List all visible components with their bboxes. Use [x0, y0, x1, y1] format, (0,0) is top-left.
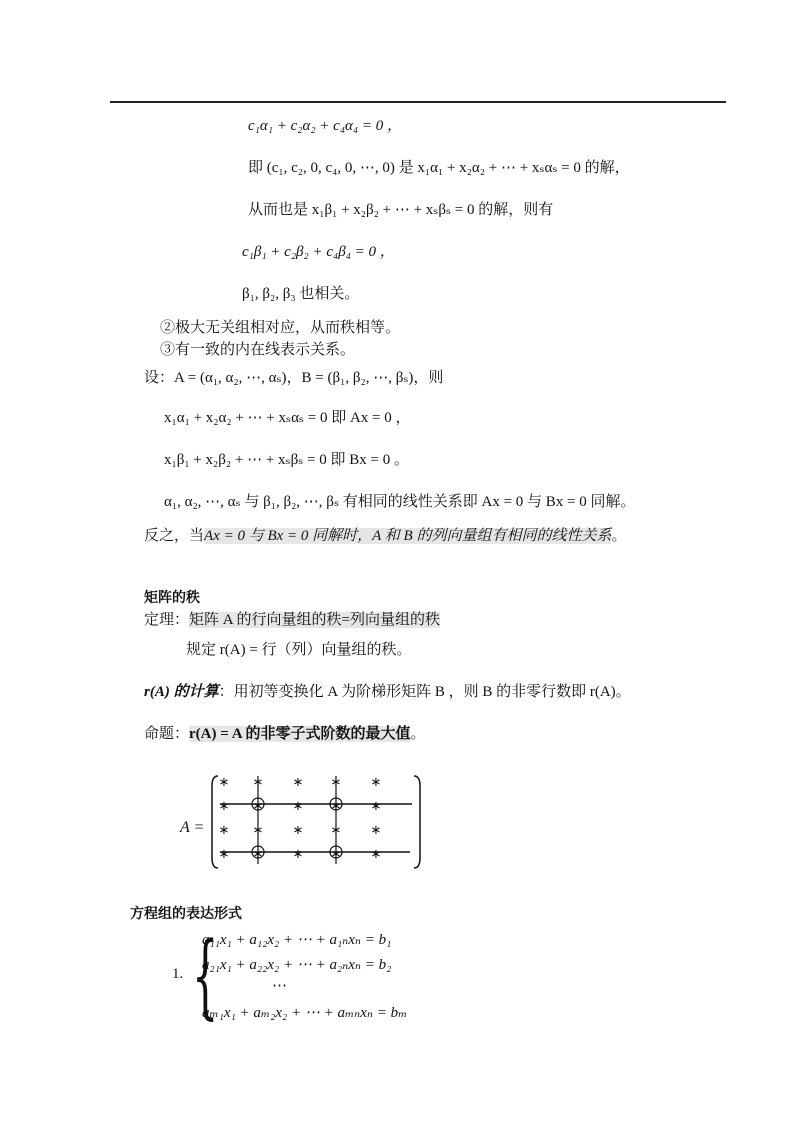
point-3: ③有一致的内在线表示关系。 [160, 342, 356, 358]
matrix-cell: ∗ [292, 823, 304, 838]
matrix-cell: ∗ [252, 799, 264, 814]
rank-calc-text: ：用初等变换化 A 为阶梯形矩阵 B ，则 B 的非零行数即 r(A)。 [218, 684, 631, 700]
matrix-lhs: A = [180, 819, 205, 836]
matrix-diagram [210, 772, 430, 872]
converse-prefix: 反之，当 [144, 528, 205, 544]
matrix-cell: ∗ [292, 799, 304, 814]
rank-calc-label: r(A) 的计算 [144, 684, 219, 700]
system-eq-1: a₁₁x₁ + a₁₂x₂ + ⋯ + a₁ₙxₙ = b₁ [202, 932, 392, 948]
also-solution-statement: 从而也是 x₁β₁ + x₂β₂ + ⋯ + xₛβₛ = 0 的解，则有 [248, 202, 554, 218]
matrix-cell: ∗ [252, 775, 264, 790]
definition-A-B: 设：A = (α₁, α₂, ⋯, αₛ)，B = (β₁, β₂, ⋯, βₛ)，则 [144, 370, 444, 386]
theorem-text: 矩阵 A 的行向量组的秩=列向量组的秩 [189, 612, 440, 628]
matrix-cell: ∗ [370, 823, 382, 838]
heading-equation-forms: 方程组的表达形式 [130, 906, 242, 922]
heading-matrix-rank: 矩阵的秩 [144, 590, 200, 606]
left-bracket [212, 776, 218, 868]
rank-definition: 规定 r(A) = 行（列）向量组的秩。 [186, 642, 412, 658]
matrix-cell: ∗ [330, 775, 342, 790]
equation-Ax: x₁α₁ + x₂α₂ + ⋯ + xₛαₛ = 0 即 Ax = 0 ， [164, 410, 411, 426]
matrix-cell: ∗ [370, 799, 382, 814]
converse-highlight: Ax = 0 与 Bx = 0 同解时，A 和 B 的列向量组有相同的线性关系 [204, 528, 612, 544]
matrix-cell: ∗ [292, 775, 304, 790]
matrix-cell: ∗ [370, 847, 382, 862]
theorem-label: 定理： [144, 612, 190, 628]
system-eq-2: a₂₁x₁ + a₂₂x₂ + ⋯ + a₂ₙxₙ = b₂ [202, 957, 392, 973]
system-brace: { [192, 922, 219, 1029]
point-2: ②极大无关组相对应，从而秩相等。 [160, 320, 401, 336]
matrix-cell: ∗ [218, 799, 230, 814]
converse-statement [144, 526, 626, 546]
same-linear-relation: α₁, α₂, ⋯, αₛ 与 β₁, β₂, ⋯, βₛ 有相同的线性关系即 Ax = 0 与 Bx = 0 同解。 [164, 494, 636, 510]
matrix-cell: ∗ [252, 823, 264, 838]
proposition-label: 命题： [144, 726, 190, 742]
matrix-cell: ∗ [292, 847, 304, 862]
header-rule [110, 101, 726, 103]
proposition-end: 。 [410, 726, 426, 742]
matrix-cell: ∗ [370, 775, 382, 790]
matrix-cell: ∗ [330, 799, 342, 814]
rank-calculation [144, 682, 631, 702]
matrix-cell: ∗ [218, 775, 230, 790]
equation-Bx: x₁β₁ + x₂β₂ + ⋯ + xₛβₛ = 0 即 Bx = 0 。 [164, 452, 409, 468]
equation-c-alpha: c₁α₁ + c₂α₂ + c₄α₄ = 0 ， [248, 118, 402, 134]
system-eq-m: aₘ₁x₁ + aₘ₂x₂ + ⋯ + aₘₙxₙ = bₘ [202, 1005, 408, 1021]
matrix-cell: ∗ [218, 847, 230, 862]
beta-dependent-statement: β₁, β₂, β₃ 也相关。 [242, 286, 360, 302]
solution-statement: 即 (c₁, c₂, 0, c₄, 0, ⋯, 0) 是 x₁α₁ + x₂α₂ + ⋯ + xₛαₛ = 0 的解， [248, 160, 630, 176]
converse-end: 。 [611, 528, 627, 544]
matrix-cell: ∗ [330, 847, 342, 862]
matrix-cell: ∗ [218, 823, 230, 838]
item-number: 1. [172, 966, 184, 982]
theorem-line [144, 610, 440, 630]
matrix-cell: ∗ [252, 847, 264, 862]
right-bracket [414, 776, 420, 868]
matrix-cell: ∗ [330, 823, 342, 838]
equation-c-beta: c₁β₁ + c₂β₂ + c₄β₄ = 0 ， [242, 244, 395, 260]
proposition-line [144, 724, 426, 744]
system-ellipsis: ⋯ [272, 978, 287, 994]
proposition-text: r(A) = A 的非零子式阶数的最大值 [189, 726, 411, 742]
